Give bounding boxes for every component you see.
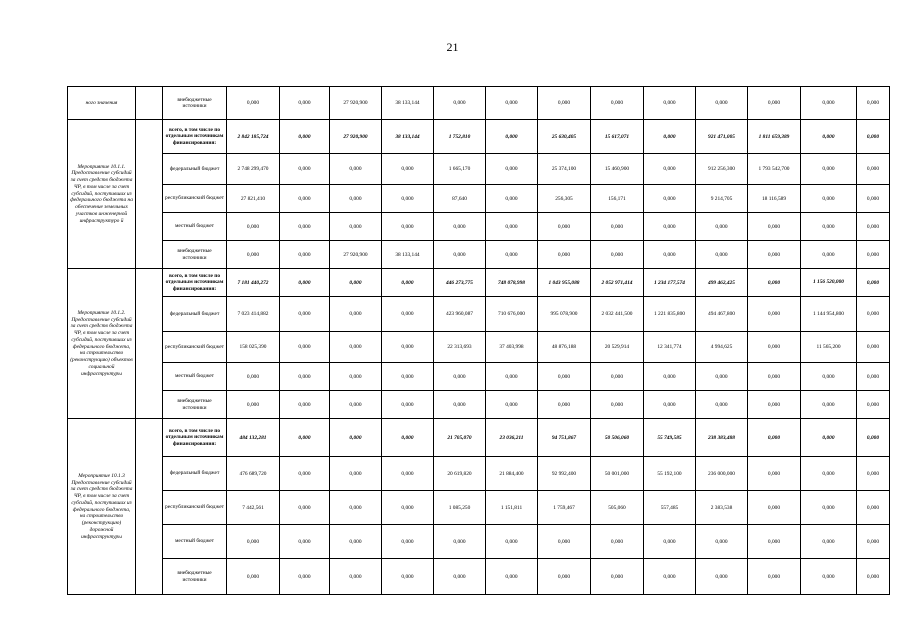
value-cell: 0,000	[696, 87, 748, 120]
value-cell: 0,000	[486, 185, 538, 213]
value-cell: 0,000	[801, 154, 857, 185]
value-cell: 0,000	[486, 120, 538, 154]
value-cell: 9 214,705	[696, 185, 748, 213]
value-cell: 1 085,250	[434, 491, 486, 525]
value-cell: 0,000	[591, 559, 644, 595]
value-cell: 0,000	[801, 213, 857, 241]
value-cell: 0,000	[227, 87, 280, 120]
value-cell: 0,000	[330, 363, 382, 391]
table-row	[68, 154, 890, 185]
value-cell: 0,000	[748, 269, 801, 297]
value-cell: 92 992,400	[538, 457, 591, 491]
value-cell: 0,000	[801, 363, 857, 391]
value-cell: 0,000	[748, 391, 801, 419]
value-cell: 55 192,100	[644, 457, 696, 491]
value-cell: 0,000	[801, 525, 857, 559]
value-cell: 0,000	[748, 241, 801, 269]
value-cell: 0,000	[382, 269, 434, 297]
value-cell: 0,000	[382, 363, 434, 391]
funding-source: местный бюджет	[163, 363, 227, 391]
value-cell: 0,000	[644, 120, 696, 154]
value-cell: 0,000	[644, 154, 696, 185]
value-cell: 15 460,900	[591, 154, 644, 185]
value-cell: 0,000	[486, 154, 538, 185]
value-cell: 0,000	[330, 419, 382, 457]
funding-source: внебюджетные источники	[163, 391, 227, 419]
value-cell: 0,000	[280, 332, 330, 363]
empty-cell	[136, 120, 163, 269]
value-cell: 1 234 177,574	[644, 269, 696, 297]
value-cell: 0,000	[857, 457, 890, 491]
value-cell: 25 630,405	[538, 120, 591, 154]
value-cell: 995 078,900	[538, 297, 591, 332]
value-cell: 0,000	[538, 525, 591, 559]
value-cell: 710 676,000	[486, 297, 538, 332]
value-cell: 0,000	[382, 297, 434, 332]
value-cell: 1 156 520,000	[801, 269, 857, 297]
value-cell: 94 751,867	[538, 419, 591, 457]
value-cell: 2 748 299,470	[227, 154, 280, 185]
value-cell: 0,000	[382, 525, 434, 559]
value-cell: 0,000	[227, 559, 280, 595]
value-cell: 2 052 971,414	[591, 269, 644, 297]
table-row	[68, 457, 890, 491]
page-number: 21	[446, 40, 459, 54]
value-cell: 0,000	[591, 87, 644, 120]
value-cell: 38 133,144	[382, 87, 434, 120]
value-cell: 1 793 542,700	[748, 154, 801, 185]
value-cell: 0,000	[857, 332, 890, 363]
value-cell: 0,000	[538, 559, 591, 595]
value-cell: 0,000	[801, 185, 857, 213]
value-cell: 0,000	[330, 391, 382, 419]
value-cell: 0,000	[748, 297, 801, 332]
value-cell: 0,000	[227, 525, 280, 559]
table-row	[68, 297, 890, 332]
value-cell: 0,000	[382, 457, 434, 491]
funding-source: местный бюджет	[163, 525, 227, 559]
value-cell: 87,640	[434, 185, 486, 213]
value-cell: 27 920,900	[330, 120, 382, 154]
value-cell: 0,000	[330, 559, 382, 595]
value-cell: 0,000	[434, 559, 486, 595]
value-cell: 0,000	[644, 391, 696, 419]
table-row	[68, 87, 890, 120]
value-cell: 0,000	[748, 87, 801, 120]
value-cell: 0,000	[280, 419, 330, 457]
value-cell: 0,000	[330, 185, 382, 213]
value-cell: 21 705,070	[434, 419, 486, 457]
value-cell: 0,000	[857, 87, 890, 120]
funding-source: внебюджетные источники	[163, 241, 227, 269]
value-cell: 1 221 835,800	[644, 297, 696, 332]
table-row	[68, 491, 890, 525]
value-cell: 0,000	[280, 269, 330, 297]
value-cell: 0,000	[857, 419, 890, 457]
table-row	[68, 363, 890, 391]
value-cell: 0,000	[801, 457, 857, 491]
value-cell: 0,000	[748, 559, 801, 595]
value-cell: 38 133,144	[382, 120, 434, 154]
value-cell: 0,000	[644, 363, 696, 391]
value-cell: 0,000	[227, 391, 280, 419]
value-cell: 0,000	[644, 241, 696, 269]
value-cell: 23 036,211	[486, 419, 538, 457]
value-cell: 0,000	[434, 87, 486, 120]
funding-source: внебюджетные источники	[163, 559, 227, 595]
value-cell: 20 619,820	[434, 457, 486, 491]
value-cell: 0,000	[857, 213, 890, 241]
value-cell: 0,000	[696, 391, 748, 419]
value-cell: 0,000	[280, 297, 330, 332]
value-cell: 0,000	[538, 391, 591, 419]
value-cell: 37 403,998	[486, 332, 538, 363]
value-cell: 0,000	[857, 120, 890, 154]
value-cell: 0,000	[486, 213, 538, 241]
value-cell: 505,060	[591, 491, 644, 525]
value-cell: 0,000	[330, 525, 382, 559]
value-cell: 0,000	[538, 241, 591, 269]
value-cell: 0,000	[748, 457, 801, 491]
value-cell: 0,000	[748, 419, 801, 457]
value-cell: 0,000	[382, 213, 434, 241]
value-cell: 2 842 185,724	[227, 120, 280, 154]
value-cell: 0,000	[857, 363, 890, 391]
budget-table	[67, 86, 890, 595]
value-cell: 0,000	[382, 559, 434, 595]
table-row	[68, 213, 890, 241]
value-cell: 0,000	[857, 491, 890, 525]
value-cell: 0,000	[434, 241, 486, 269]
value-cell: 476 689,720	[227, 457, 280, 491]
value-cell: 0,000	[801, 491, 857, 525]
value-cell: 55 749,585	[644, 419, 696, 457]
value-cell: 0,000	[280, 213, 330, 241]
value-cell: 0,000	[857, 185, 890, 213]
value-cell: 22 313,693	[434, 332, 486, 363]
value-cell: 0,000	[330, 154, 382, 185]
value-cell: 1 759,467	[538, 491, 591, 525]
value-cell: 0,000	[330, 457, 382, 491]
value-cell: 0,000	[382, 391, 434, 419]
value-cell: 0,000	[382, 185, 434, 213]
value-cell: 0,000	[227, 213, 280, 241]
value-cell: 0,000	[801, 391, 857, 419]
measure-name: Мероприятие 10.1.3 Предоставление субсидий за счет средств бюджета ЧР, в том числе за счет субсидий, поступивших из федерального бюджета, на строительство (реконструкцию) дорожной инфраструктуры	[68, 419, 136, 595]
value-cell: 0,000	[280, 363, 330, 391]
value-cell: 0,000	[330, 269, 382, 297]
value-cell: 7 023 414,882	[227, 297, 280, 332]
value-cell: 0,000	[696, 213, 748, 241]
measure-name: ного значения	[68, 87, 136, 120]
value-cell: 11 565,200	[801, 332, 857, 363]
value-cell: 0,000	[748, 491, 801, 525]
value-cell: 1 144 954,800	[801, 297, 857, 332]
value-cell: 494 467,800	[696, 297, 748, 332]
value-cell: 0,000	[280, 457, 330, 491]
value-cell: 12 341,774	[644, 332, 696, 363]
value-cell: 27 920,900	[330, 87, 382, 120]
value-cell: 0,000	[591, 525, 644, 559]
value-cell: 446 273,775	[434, 269, 486, 297]
value-cell: 27 920,900	[330, 241, 382, 269]
value-cell: 0,000	[857, 525, 890, 559]
table-body	[68, 87, 890, 595]
value-cell: 0,000	[857, 269, 890, 297]
value-cell: 557,485	[644, 491, 696, 525]
funding-source: внебюджетные источники	[163, 87, 227, 120]
value-cell: 2 032 441,500	[591, 297, 644, 332]
table-row	[68, 559, 890, 595]
value-cell: 0,000	[857, 391, 890, 419]
value-cell: 0,000	[801, 120, 857, 154]
value-cell: 0,000	[330, 297, 382, 332]
value-cell: 0,000	[280, 120, 330, 154]
value-cell: 0,000	[748, 213, 801, 241]
value-cell: 0,000	[644, 185, 696, 213]
value-cell: 0,000	[382, 491, 434, 525]
value-cell: 20 529,914	[591, 332, 644, 363]
value-cell: 0,000	[280, 185, 330, 213]
value-cell: 0,000	[330, 213, 382, 241]
value-cell: 0,000	[748, 363, 801, 391]
value-cell: 0,000	[382, 332, 434, 363]
value-cell: 0,000	[644, 559, 696, 595]
value-cell: 0,000	[801, 419, 857, 457]
table-row	[68, 525, 890, 559]
value-cell: 0,000	[486, 363, 538, 391]
value-cell: 0,000	[382, 154, 434, 185]
measure-name: Мероприятие 10.1.2. Предоставление субсидий за счет средств бюджета ЧР, в том числе за счет субсидий, поступивших из федерального бюджета, на строительство (реконструкцию) объектов социальной инфраструктуры	[68, 269, 136, 419]
value-cell: 0,000	[486, 87, 538, 120]
table-row	[68, 185, 890, 213]
value-cell: 0,000	[486, 559, 538, 595]
value-cell: 0,000	[538, 87, 591, 120]
funding-source: республиканский бюджет	[163, 332, 227, 363]
value-cell: 38 133,144	[382, 241, 434, 269]
value-cell: 0,000	[696, 525, 748, 559]
value-cell: 0,000	[280, 525, 330, 559]
value-cell: 256,305	[538, 185, 591, 213]
value-cell: 0,000	[280, 154, 330, 185]
value-cell: 0,000	[434, 391, 486, 419]
value-cell: 0,000	[857, 559, 890, 595]
value-cell: 0,000	[486, 241, 538, 269]
value-cell: 0,000	[591, 363, 644, 391]
empty-cell	[136, 269, 163, 419]
value-cell: 0,000	[801, 559, 857, 595]
value-cell: 2 383,538	[696, 491, 748, 525]
value-cell: 0,000	[486, 391, 538, 419]
value-cell: 0,000	[644, 525, 696, 559]
value-cell: 0,000	[748, 525, 801, 559]
value-cell: 0,000	[330, 332, 382, 363]
value-cell: 0,000	[434, 525, 486, 559]
funding-source: республиканский бюджет	[163, 185, 227, 213]
value-cell: 1 752,810	[434, 120, 486, 154]
funding-source: федеральный бюджет	[163, 457, 227, 491]
value-cell: 0,000	[227, 363, 280, 391]
funding-source: всего, в том числе по отдельным источникам финансирования:	[163, 269, 227, 297]
value-cell: 912 256,300	[696, 154, 748, 185]
value-cell: 0,000	[591, 213, 644, 241]
value-cell: 7 181 440,272	[227, 269, 280, 297]
table-row	[68, 391, 890, 419]
value-cell: 0,000	[280, 87, 330, 120]
funding-source: всего, в том числе по отдельным источникам финансирования:	[163, 120, 227, 154]
value-cell: 18 116,589	[748, 185, 801, 213]
value-cell: 0,000	[591, 391, 644, 419]
funding-source: местный бюджет	[163, 213, 227, 241]
funding-source: всего, в том числе по отдельным источникам финансирования:	[163, 419, 227, 457]
value-cell: 1 043 955,088	[538, 269, 591, 297]
funding-source: федеральный бюджет	[163, 154, 227, 185]
value-cell: 0,000	[696, 241, 748, 269]
value-cell: 484 132,281	[227, 419, 280, 457]
value-cell: 0,000	[538, 363, 591, 391]
value-cell: 0,000	[486, 525, 538, 559]
value-cell: 21 884,400	[486, 457, 538, 491]
value-cell: 4 994,625	[696, 332, 748, 363]
value-cell: 0,000	[330, 491, 382, 525]
value-cell: 238 383,488	[696, 419, 748, 457]
value-cell: 1 665,170	[434, 154, 486, 185]
funding-source: республиканский бюджет	[163, 491, 227, 525]
value-cell: 0,000	[857, 241, 890, 269]
empty-cell	[136, 87, 163, 120]
value-cell: 50 001,000	[591, 457, 644, 491]
value-cell: 0,000	[801, 87, 857, 120]
value-cell: 15 617,071	[591, 120, 644, 154]
table-row	[68, 120, 890, 154]
value-cell: 748 078,998	[486, 269, 538, 297]
value-cell: 423 960,087	[434, 297, 486, 332]
value-cell: 7 442,561	[227, 491, 280, 525]
table-row	[68, 332, 890, 363]
value-cell: 0,000	[748, 332, 801, 363]
value-cell: 156,171	[591, 185, 644, 213]
value-cell: 0,000	[382, 419, 434, 457]
value-cell: 158 025,390	[227, 332, 280, 363]
value-cell: 0,000	[644, 87, 696, 120]
table-row	[68, 269, 890, 297]
value-cell: 0,000	[434, 363, 486, 391]
value-cell: 0,000	[280, 241, 330, 269]
value-cell: 1 151,811	[486, 491, 538, 525]
value-cell: 1 811 659,389	[748, 120, 801, 154]
value-cell: 27 821,410	[227, 185, 280, 213]
value-cell: 48 876,188	[538, 332, 591, 363]
value-cell: 0,000	[280, 559, 330, 595]
value-cell: 0,000	[857, 297, 890, 332]
value-cell: 921 471,005	[696, 120, 748, 154]
value-cell: 0,000	[696, 363, 748, 391]
table-row	[68, 419, 890, 457]
value-cell: 236 000,000	[696, 457, 748, 491]
value-cell: 0,000	[227, 241, 280, 269]
value-cell: 25 374,100	[538, 154, 591, 185]
value-cell: 0,000	[857, 154, 890, 185]
value-cell: 50 506,060	[591, 419, 644, 457]
funding-source: федеральный бюджет	[163, 297, 227, 332]
table-row	[68, 241, 890, 269]
value-cell: 0,000	[280, 491, 330, 525]
value-cell: 0,000	[696, 559, 748, 595]
value-cell: 0,000	[644, 213, 696, 241]
value-cell: 0,000	[538, 213, 591, 241]
measure-name: Мероприятие 10.1.1. Предоставление субсидий за счет средств бюджета ЧР, в том числе за счет субсидий, поступивших из федерального бюджета на обеспечение земельных участков инженерной инфраструктуро й	[68, 120, 136, 269]
value-cell: 0,000	[801, 241, 857, 269]
value-cell: 0,000	[434, 213, 486, 241]
value-cell: 0,000	[280, 391, 330, 419]
value-cell: 0,000	[591, 241, 644, 269]
value-cell: 499 462,425	[696, 269, 748, 297]
empty-cell	[136, 419, 163, 595]
